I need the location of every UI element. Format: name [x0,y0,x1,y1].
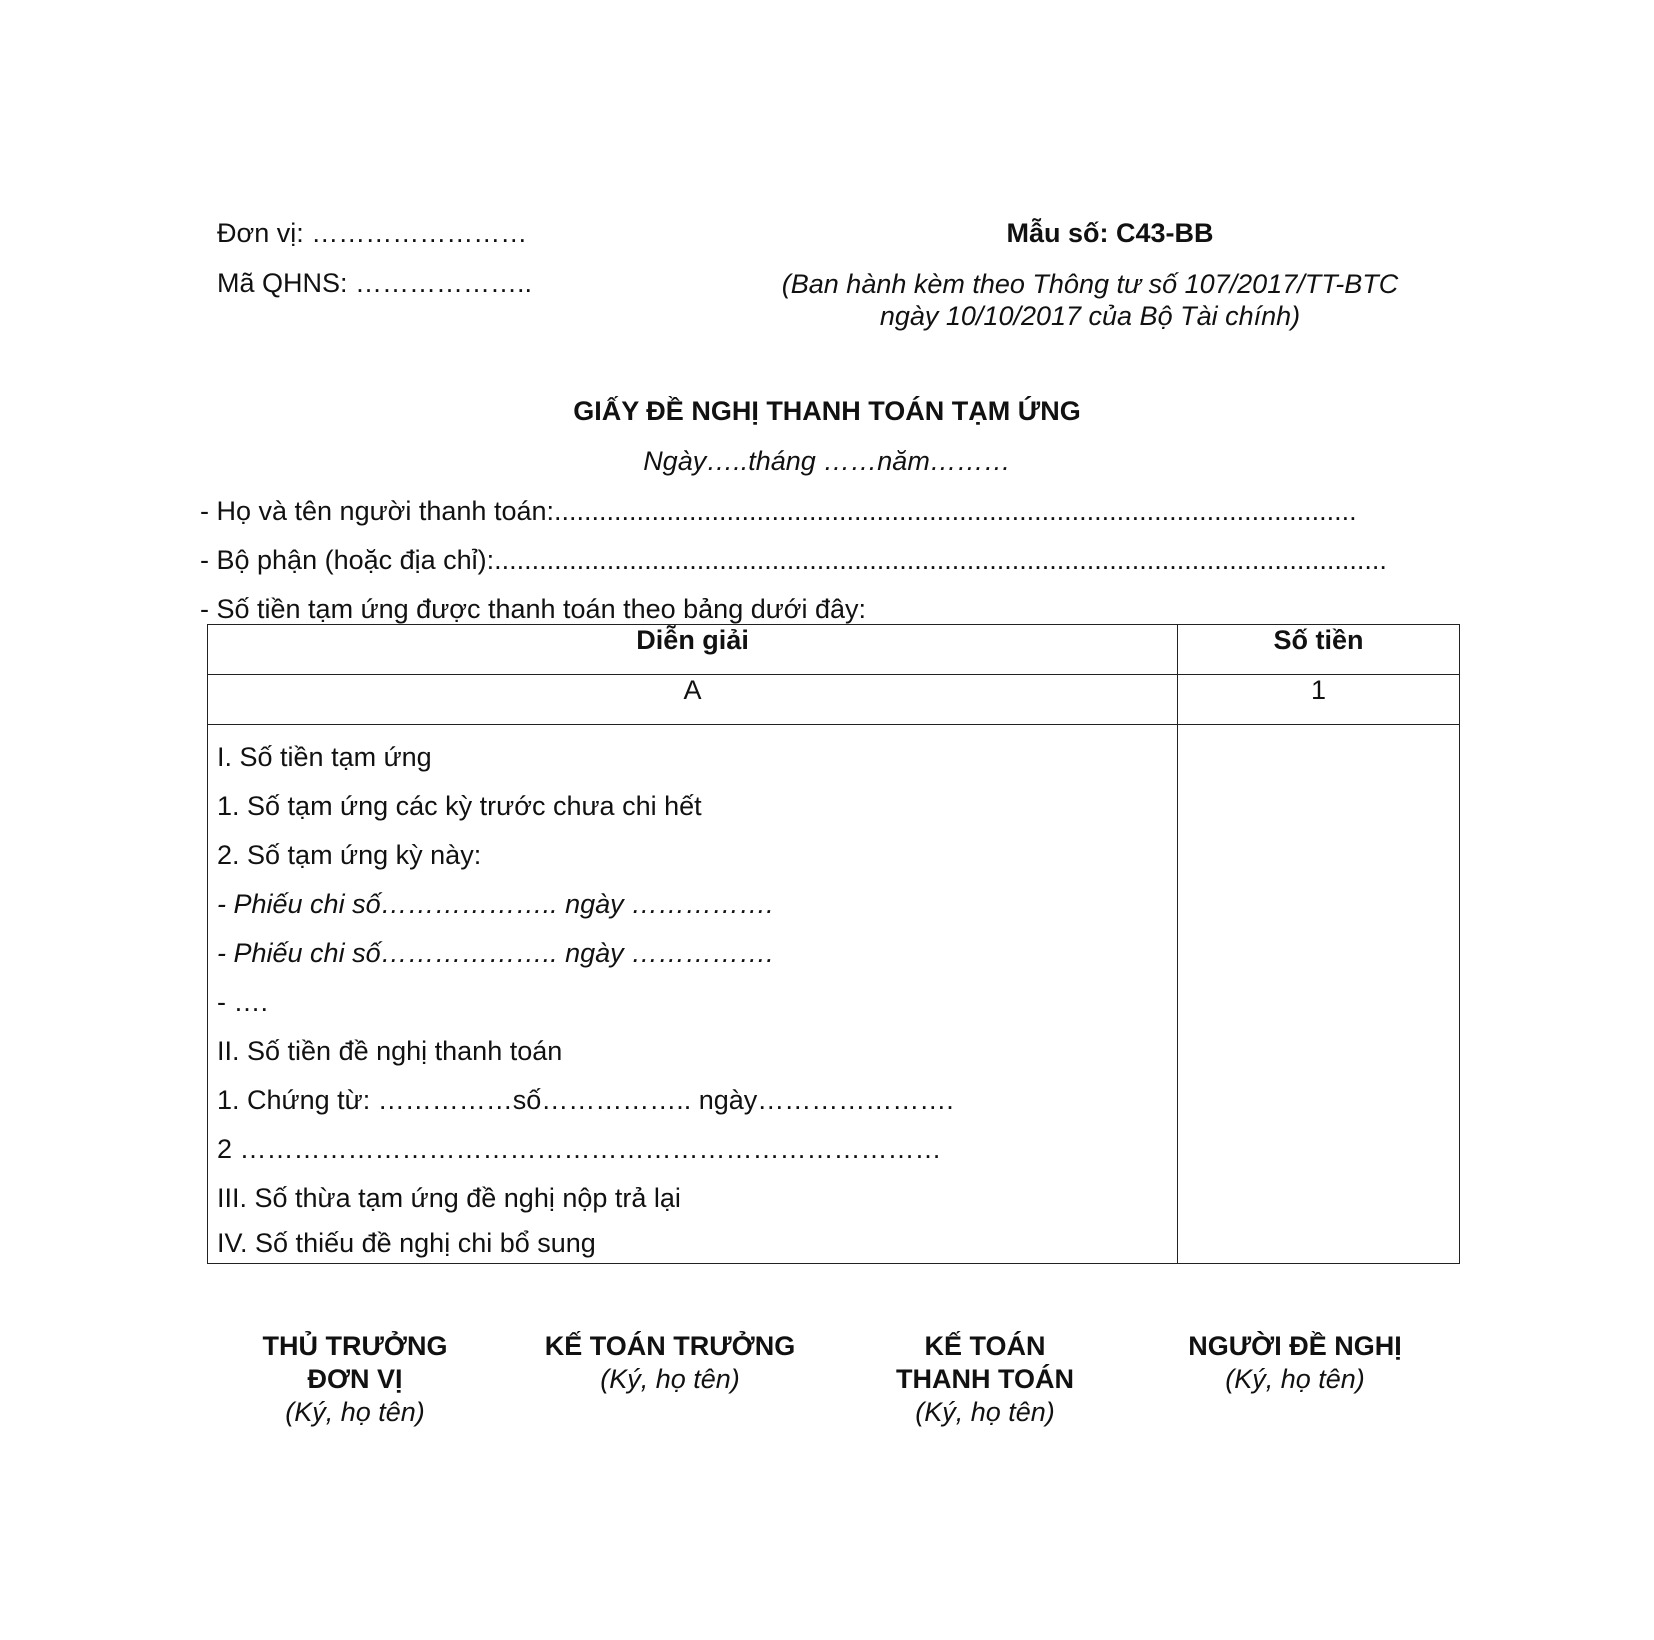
list-item: IV. Số thiếu đề nghị chi bổ sung [217,1228,596,1258]
table-index-row [208,675,1460,725]
signature-requester [1150,1330,1440,1396]
list-item: 2. Số tạm ứng kỳ này: [217,840,482,870]
signature-role: ĐƠN VỊ [307,1364,403,1394]
list-item: 1. Số tạm ứng các kỳ trước chưa chi hết [217,791,702,821]
date-line: Ngày…..tháng ……năm……… [643,446,1011,476]
form-code: Mẫu số: C43-BB [1006,218,1214,248]
table-header-row [208,625,1460,675]
signature-note: (Ký, họ tên) [285,1397,425,1427]
signature-role: THANH TOÁN [896,1364,1074,1394]
list-item: 1. Chứng từ: ……………số…………….. ngày…………………. [217,1085,954,1115]
column-index-a: A [208,675,1178,725]
table-body-row [208,725,1460,1264]
advance-settlement-table [207,624,1460,1264]
list-item: III. Số thừa tạm ứng đề nghị nộp trả lại [217,1183,681,1213]
column-header-description: Diễn giải [208,625,1178,675]
column-header-amount: Số tiền [1178,625,1460,675]
circular-line-1: (Ban hành kèm theo Thông tư số 107/2017/TT-BTC [781,269,1399,299]
signature-role: NGƯỜI ĐỀ NGHỊ [1188,1331,1402,1361]
list-item: - Phiếu chi số……………….. ngày ……………. [217,889,774,919]
budget-code-field-label: Mã QHNS: ……………….. [217,268,533,298]
circular-line-2: ngày 10/10/2017 của Bộ Tài chính) [879,301,1301,331]
list-item: II. Số tiền đề nghị thanh toán [217,1036,563,1066]
signature-head-of-unit [240,1330,470,1429]
description-cell [208,725,1178,1264]
signature-chief-accountant [520,1330,820,1396]
list-item: I. Số tiền tạm ứng [217,742,432,772]
signature-payment-accountant [860,1330,1110,1429]
unit-field-label: Đơn vị: …………………… [217,218,528,248]
signature-role: KẾ TOÁN [924,1331,1046,1361]
signature-note: (Ký, họ tên) [1225,1364,1365,1394]
list-item: 2 …………………………………………………………………… [217,1134,942,1164]
list-item: - …. [217,987,268,1017]
payer-name-field: - Họ và tên người thanh toán:........................................................................................................... [200,496,1357,526]
table-intro: - Số tiền tạm ứng được thanh toán theo bảng dưới đây: [200,594,867,624]
document-title: GIẤY ĐỀ NGHỊ THANH TOÁN TẠM ỨNG [573,396,1081,426]
column-index-1: 1 [1178,675,1460,725]
amount-cell [1178,725,1460,1264]
list-item: - Phiếu chi số……………….. ngày ……………. [217,938,774,968]
signature-note: (Ký, họ tên) [915,1397,1055,1427]
department-field: - Bộ phận (hoặc địa chỉ):....................................................................................................................... [200,545,1387,575]
signature-note: (Ký, họ tên) [600,1364,740,1394]
signature-role: KẾ TOÁN TRƯỞNG [544,1331,796,1361]
signature-role: THỦ TRƯỞNG [262,1331,448,1361]
circular-reference [700,268,1480,332]
